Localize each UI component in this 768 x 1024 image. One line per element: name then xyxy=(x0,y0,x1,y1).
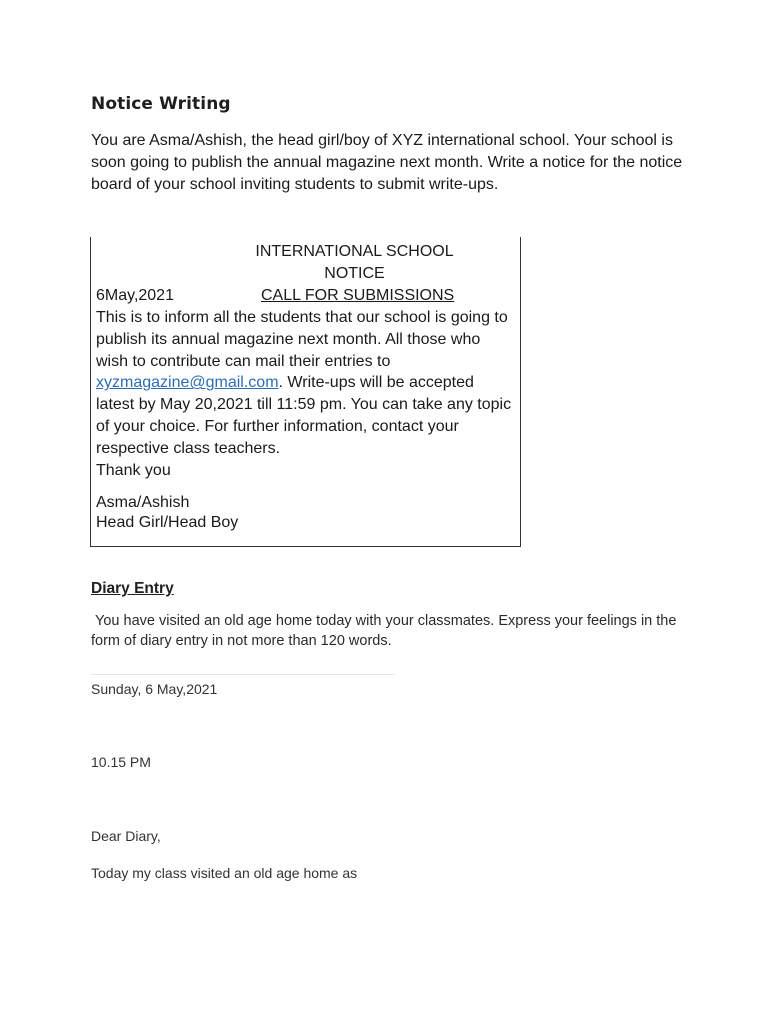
notice-writing-heading: Notice Writing xyxy=(91,94,231,114)
notice-box xyxy=(90,237,521,547)
notice-signatory-title: Head Girl/Head Boy xyxy=(96,514,239,532)
diary-prompt xyxy=(91,612,691,651)
diary-greeting: Dear Diary, xyxy=(91,828,161,844)
diary-text: Today my class visited an old age home as xyxy=(91,865,358,881)
diary-date: Sunday, 6 May,2021 xyxy=(91,681,218,697)
diary-time: 10.15 PM xyxy=(91,754,151,770)
notice-subject: CALL FOR SUBMISSIONS xyxy=(261,287,455,304)
diary-entry-heading: Diary Entry xyxy=(91,580,174,597)
notice-body-text-continued: . Write-ups will be accepted latest by May 20,2021 till 11:59 pm. You can take any topic of your choice. For further information, contact your respective class teachers. xyxy=(96,374,512,457)
notice-email-link[interactable]: xyzmagazine@gmail.com xyxy=(96,374,279,392)
notice-date: 6May,2021 xyxy=(96,287,174,304)
divider xyxy=(91,674,395,675)
notice-signatory-name: Asma/Ashish xyxy=(96,494,190,512)
notice-prompt: You are Asma/Ashish, the head girl/boy of XYZ international school. Your school is soon going to publish the annual magazine next month. Write a notice for the notice board of your school inviting students to submit write-ups. xyxy=(91,132,683,193)
notice-title: NOTICE xyxy=(324,265,385,282)
notice-body xyxy=(96,307,516,534)
diary-prompt-text: You have visited an old age home today with your classmates. Express your feelings in the form of diary entry in not more than 120 words. xyxy=(91,613,677,649)
notice-thanks: Thank you xyxy=(96,461,171,479)
notice-school-name: INTERNATIONAL SCHOOL xyxy=(255,243,454,260)
notice-body-text: This is to inform all the students that our school is going to publish its annual magazine next month. All those who wish to contribute can mail their entries to xyxy=(96,309,508,370)
